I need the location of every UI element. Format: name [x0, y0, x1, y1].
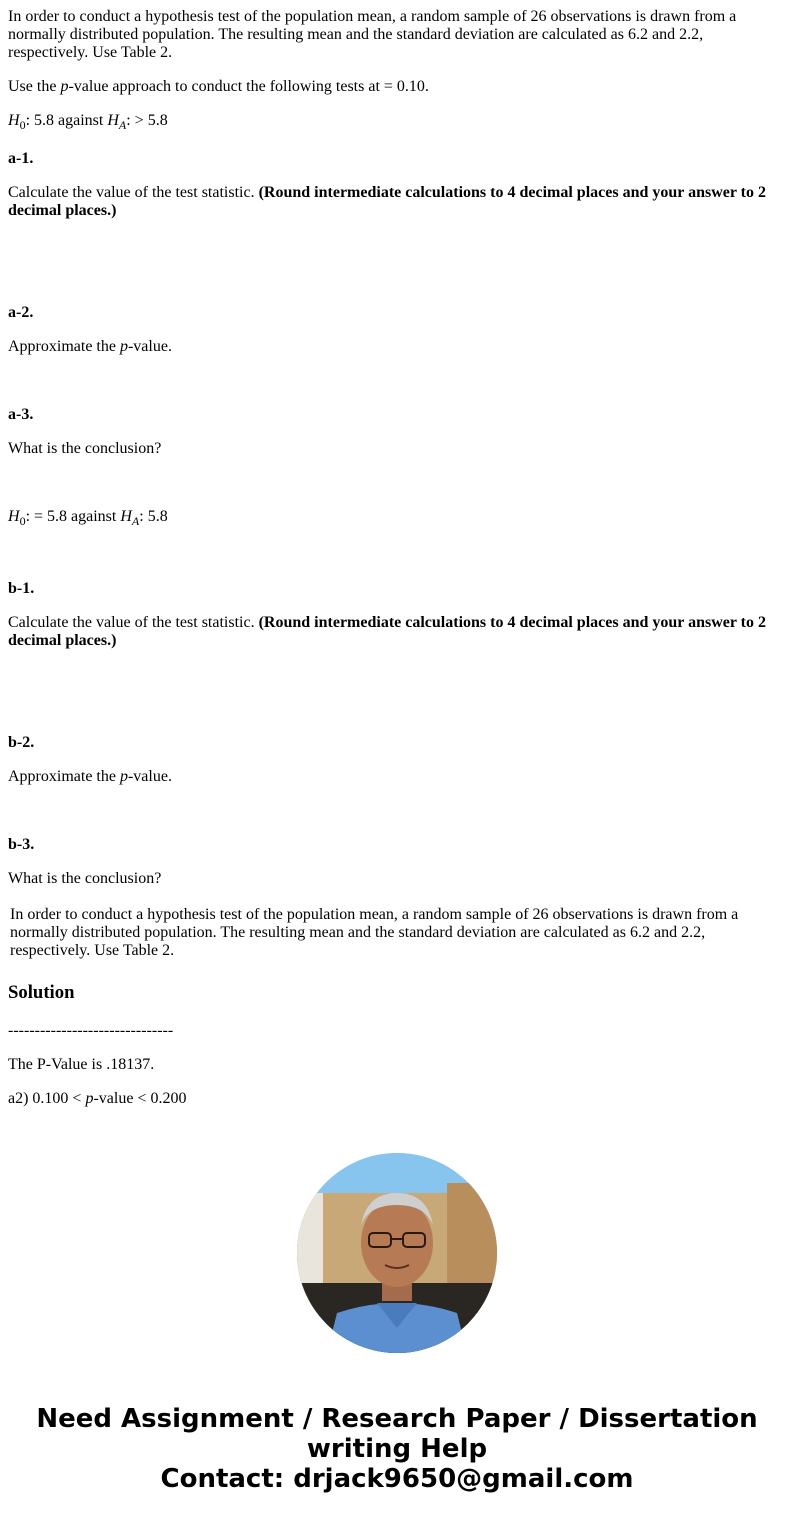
h0-letter-2: H [8, 508, 20, 525]
avatar-illustration [297, 1153, 497, 1353]
pvalue-line: The P-Value is .18137. [8, 1056, 155, 1073]
footer-contact: Contact: drjack9650@gmail.com [160, 1464, 634, 1494]
b3-text: What is the conclusion? [8, 870, 162, 887]
ha-letter: H [107, 112, 119, 129]
a2-answer-pre: a2) 0.100 < [8, 1090, 86, 1107]
h1-end: : > 5.8 [126, 112, 168, 129]
footer-line-1: Need Assignment / Research Paper / Dissertation [36, 1404, 758, 1434]
label-b3: b-3. [8, 836, 35, 853]
h1-mid: : 5.8 against [25, 112, 108, 129]
solution-heading: Solution [8, 982, 75, 1003]
label-a3: a-3. [8, 406, 34, 423]
a2-text [8, 338, 774, 356]
label-b1: b-1. [8, 580, 35, 597]
approach-pre: Use the [8, 78, 61, 95]
h0-sub: 0 [19, 118, 26, 132]
b2-text [8, 768, 774, 786]
footer-banner [0, 1404, 794, 1494]
b1-plain: Calculate the value of the test statistic. [8, 614, 259, 631]
h2-mid: : = 5.8 against [25, 508, 121, 525]
h0-sub-2: 0 [19, 514, 26, 528]
a2-pre: Approximate the [8, 338, 120, 355]
a2-answer-p: p [85, 1090, 94, 1107]
solution-divider: ------------------------------- [8, 1022, 174, 1039]
h2-end: : 5.8 [139, 508, 168, 525]
repeat-intro: In order to conduct a hypothesis test of the population mean, a random sample of 26 observations is drawn from a normally distributed population. The resulting mean and the standard deviation are calculated as 6.2 and 2.2, respectively. Use Table 2. [10, 906, 739, 959]
label-a1: a-1. [8, 150, 34, 167]
ha-sub: A [118, 118, 127, 132]
h0-letter: H [8, 112, 20, 129]
approach-p: p [60, 78, 69, 95]
a2-p: p [119, 338, 128, 355]
label-b2: b-2. [8, 734, 35, 751]
b2-post: -value. [127, 768, 172, 785]
a2-post: -value. [127, 338, 172, 355]
hypothesis-2 [8, 508, 774, 526]
hypothesis-1 [8, 112, 774, 130]
a1-text [8, 184, 774, 220]
a1-bold: (Round intermediate calculations to 4 decimal places and your answer to 2 decimal places.) [8, 184, 766, 219]
b2-p: p [119, 768, 128, 785]
approach-text [8, 78, 774, 96]
question-intro: In order to conduct a hypothesis test of the population mean, a random sample of 26 observations is drawn from a normally distributed population. The resulting mean and the standard deviation are calculated as 6.2 and 2.2, respectively. Use Table 2. [8, 8, 737, 61]
approach-post: -value approach to conduct the following tests at = 0.10. [68, 78, 429, 95]
b2-pre: Approximate the [8, 768, 120, 785]
b1-bold: (Round intermediate calculations to 4 decimal places and your answer to 2 decimal places.) [8, 614, 766, 649]
person-photo-icon [297, 1153, 497, 1353]
a2-answer [8, 1090, 774, 1108]
b1-text [8, 614, 774, 650]
label-a2: a-2. [8, 304, 34, 321]
a2-answer-post: -value < 0.200 [93, 1090, 187, 1107]
footer-line-2: writing Help [306, 1434, 488, 1464]
ha-sub-2: A [131, 514, 140, 528]
ha-letter-2: H [120, 508, 132, 525]
a1-plain: Calculate the value of the test statistic. [8, 184, 259, 201]
a3-text: What is the conclusion? [8, 440, 162, 457]
